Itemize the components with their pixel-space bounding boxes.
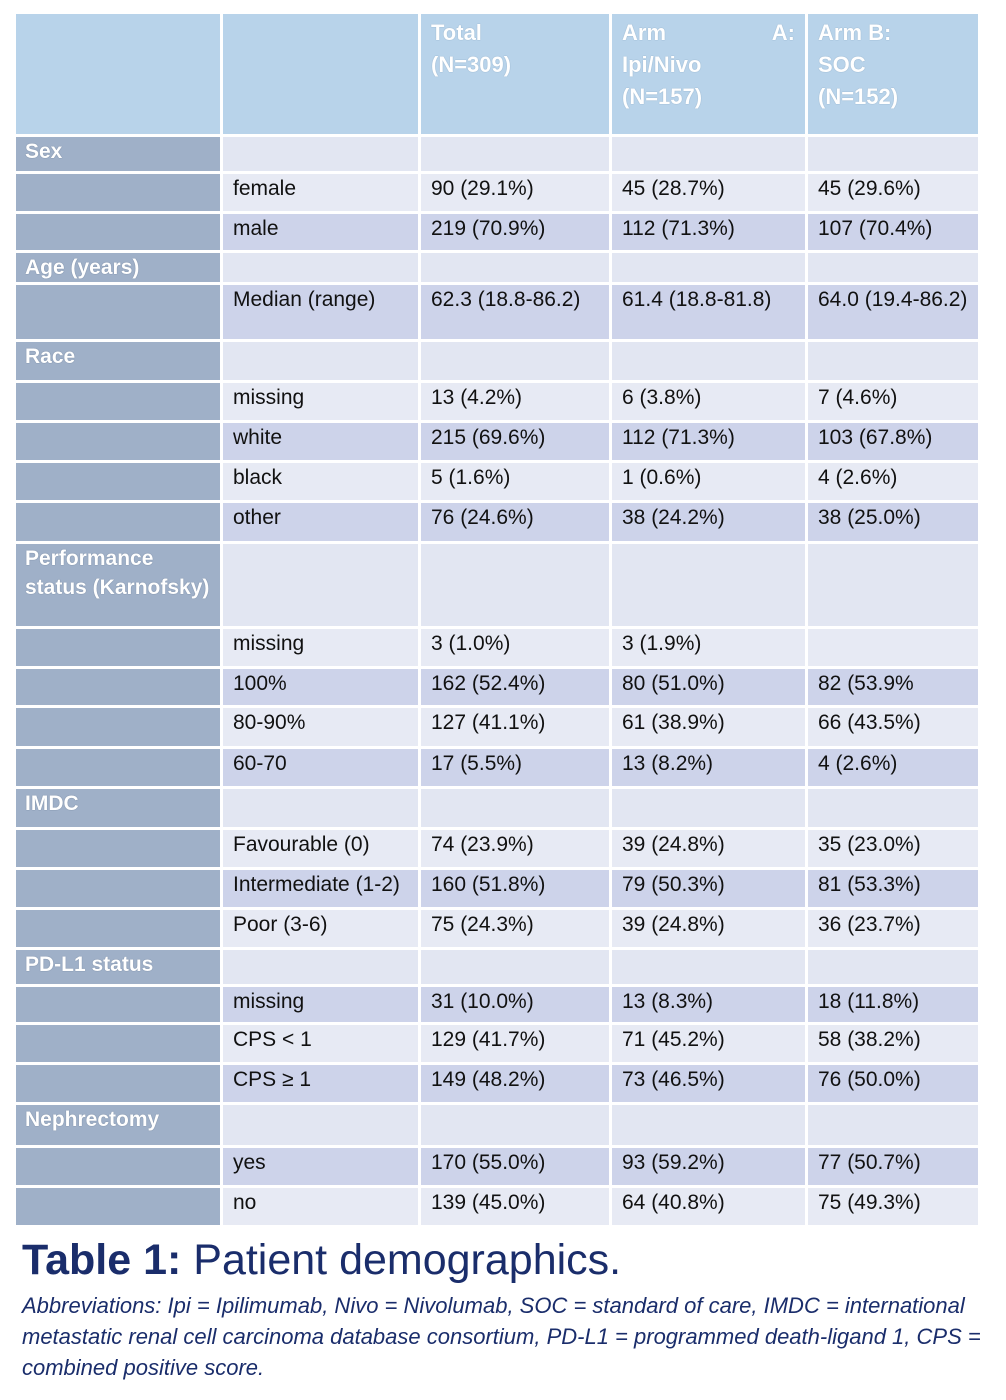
arm-b-cell: 45 (29.6%) bbox=[808, 174, 978, 211]
total-cell: 17 (5.5%) bbox=[421, 749, 609, 786]
row-label: missing bbox=[223, 383, 418, 420]
first-col-cell bbox=[16, 383, 220, 420]
row-label: CPS < 1 bbox=[223, 1025, 418, 1062]
header-arm-a-line3: (N=157) bbox=[622, 84, 703, 109]
category-row bbox=[16, 1105, 978, 1145]
total-cell: 129 (41.7%) bbox=[421, 1025, 609, 1062]
total-cell: 76 (24.6%) bbox=[421, 503, 609, 541]
row-label: Intermediate (1-2) bbox=[223, 870, 418, 907]
total-cell: 31 (10.0%) bbox=[421, 987, 609, 1022]
empty-cell bbox=[808, 1105, 978, 1145]
category-row bbox=[16, 342, 978, 380]
table-row bbox=[16, 423, 978, 460]
arm-a-cell: 112 (71.3%) bbox=[612, 423, 805, 460]
table-row bbox=[16, 285, 978, 339]
empty-cell bbox=[808, 789, 978, 827]
first-col-cell bbox=[16, 1148, 220, 1185]
first-col-cell bbox=[16, 987, 220, 1022]
empty-cell bbox=[612, 544, 805, 626]
table-row bbox=[16, 870, 978, 907]
total-cell: 13 (4.2%) bbox=[421, 383, 609, 420]
arm-b-cell: 75 (49.3%) bbox=[808, 1188, 978, 1225]
empty-cell bbox=[808, 342, 978, 380]
first-col-cell bbox=[16, 423, 220, 460]
empty-cell bbox=[612, 1105, 805, 1145]
table-row bbox=[16, 1065, 978, 1102]
empty-cell bbox=[421, 342, 609, 380]
arm-b-cell: 64.0 (19.4-86.2) bbox=[808, 285, 978, 339]
empty-cell bbox=[223, 950, 418, 984]
demographics-table bbox=[13, 11, 981, 1228]
table-row bbox=[16, 629, 978, 666]
first-col-cell bbox=[16, 503, 220, 541]
category-row bbox=[16, 789, 978, 827]
arm-a-cell: 71 (45.2%) bbox=[612, 1025, 805, 1062]
empty-cell bbox=[808, 137, 978, 171]
empty-cell bbox=[612, 137, 805, 171]
row-label: white bbox=[223, 423, 418, 460]
row-label: missing bbox=[223, 629, 418, 666]
row-label: other bbox=[223, 503, 418, 541]
first-col-cell bbox=[16, 870, 220, 907]
arm-b-cell: 7 (4.6%) bbox=[808, 383, 978, 420]
empty-cell bbox=[612, 342, 805, 380]
total-cell: 160 (51.8%) bbox=[421, 870, 609, 907]
row-label: 100% bbox=[223, 669, 418, 705]
table-body bbox=[16, 137, 978, 1225]
caption-title-rest: Patient demographics. bbox=[181, 1236, 622, 1284]
caption-abbreviations: Abbreviations: Ipi = Ipilimumab, Nivo = Nivolumab, SOC = standard of care, IMDC = international metastatic renal cell carcinoma database consortium, PD-L1 = programmed death-ligand 1, CPS = combined positive score. bbox=[22, 1293, 981, 1380]
category-row bbox=[16, 137, 978, 171]
row-label: female bbox=[223, 174, 418, 211]
total-cell: 5 (1.6%) bbox=[421, 463, 609, 500]
table-row bbox=[16, 503, 978, 541]
total-cell: 149 (48.2%) bbox=[421, 1065, 609, 1102]
row-label: no bbox=[223, 1188, 418, 1225]
table-row bbox=[16, 463, 978, 500]
arm-a-cell: 61.4 (18.8-81.8) bbox=[612, 285, 805, 339]
total-cell: 90 (29.1%) bbox=[421, 174, 609, 211]
header-arm-a-letter: A: bbox=[771, 20, 795, 45]
arm-a-cell: 79 (50.3%) bbox=[612, 870, 805, 907]
table-row bbox=[16, 830, 978, 867]
arm-b-cell: 82 (53.9% bbox=[808, 669, 978, 705]
caption-title-bold: Table 1: bbox=[22, 1236, 182, 1284]
table-row bbox=[16, 749, 978, 786]
arm-a-cell: 80 (51.0%) bbox=[612, 669, 805, 705]
total-cell: 170 (55.0%) bbox=[421, 1148, 609, 1185]
first-col-cell bbox=[16, 629, 220, 666]
header-arm-b bbox=[808, 14, 978, 134]
table-row bbox=[16, 987, 978, 1022]
arm-b-cell: 66 (43.5%) bbox=[808, 708, 978, 746]
header-total bbox=[421, 14, 609, 134]
first-col-cell bbox=[16, 285, 220, 339]
empty-cell bbox=[421, 1105, 609, 1145]
row-label: CPS ≥ 1 bbox=[223, 1065, 418, 1102]
header-arm-a-line2: Ipi/Nivo bbox=[622, 52, 702, 77]
first-col-cell bbox=[16, 708, 220, 746]
empty-cell bbox=[421, 253, 609, 282]
category-row bbox=[16, 253, 978, 282]
header-empty-2 bbox=[223, 14, 418, 134]
header-arm-b-line1: Arm B: bbox=[818, 20, 892, 45]
arm-b-cell: 58 (38.2%) bbox=[808, 1025, 978, 1062]
row-label: missing bbox=[223, 987, 418, 1022]
total-cell: 75 (24.3%) bbox=[421, 910, 609, 947]
caption-title bbox=[22, 1234, 982, 1286]
total-cell: 127 (41.1%) bbox=[421, 708, 609, 746]
arm-b-cell: 107 (70.4%) bbox=[808, 214, 978, 250]
empty-cell bbox=[223, 137, 418, 171]
row-label: yes bbox=[223, 1148, 418, 1185]
empty-cell bbox=[223, 342, 418, 380]
arm-b-cell: 4 (2.6%) bbox=[808, 749, 978, 786]
category-row bbox=[16, 544, 978, 626]
category-label: Nephrectomy bbox=[16, 1105, 220, 1145]
empty-cell bbox=[421, 137, 609, 171]
arm-b-cell: 81 (53.3%) bbox=[808, 870, 978, 907]
arm-b-cell: 18 (11.8%) bbox=[808, 987, 978, 1022]
total-cell: 215 (69.6%) bbox=[421, 423, 609, 460]
demographics-table-container bbox=[16, 14, 966, 1225]
category-label: Performance status (Karnofsky) bbox=[16, 544, 220, 626]
first-col-cell bbox=[16, 830, 220, 867]
row-label: male bbox=[223, 214, 418, 250]
header-total-line1: Total bbox=[431, 20, 482, 45]
header-row bbox=[16, 14, 978, 134]
total-cell: 219 (70.9%) bbox=[421, 214, 609, 250]
first-col-cell bbox=[16, 1025, 220, 1062]
category-label: IMDC bbox=[16, 789, 220, 827]
category-label: PD-L1 status bbox=[16, 950, 220, 984]
arm-a-cell: 3 (1.9%) bbox=[612, 629, 805, 666]
first-col-cell bbox=[16, 1188, 220, 1225]
empty-cell bbox=[223, 1105, 418, 1145]
category-label: Race bbox=[16, 342, 220, 380]
arm-b-cell: 4 (2.6%) bbox=[808, 463, 978, 500]
arm-a-cell: 64 (40.8%) bbox=[612, 1188, 805, 1225]
row-label: 60-70 bbox=[223, 749, 418, 786]
category-label: Age (years) bbox=[16, 253, 220, 282]
arm-a-cell: 61 (38.9%) bbox=[612, 708, 805, 746]
arm-a-cell: 73 (46.5%) bbox=[612, 1065, 805, 1102]
total-cell: 74 (23.9%) bbox=[421, 830, 609, 867]
row-label: Favourable (0) bbox=[223, 830, 418, 867]
table-row bbox=[16, 910, 978, 947]
row-label: Poor (3-6) bbox=[223, 910, 418, 947]
arm-a-cell: 93 (59.2%) bbox=[612, 1148, 805, 1185]
arm-b-cell: 77 (50.7%) bbox=[808, 1148, 978, 1185]
empty-cell bbox=[223, 253, 418, 282]
arm-a-cell: 112 (71.3%) bbox=[612, 214, 805, 250]
table-row bbox=[16, 1025, 978, 1062]
arm-b-cell bbox=[808, 629, 978, 666]
empty-cell bbox=[421, 950, 609, 984]
total-cell: 3 (1.0%) bbox=[421, 629, 609, 666]
header-arm-a-word: Arm bbox=[622, 20, 667, 45]
arm-b-cell: 103 (67.8%) bbox=[808, 423, 978, 460]
first-col-cell bbox=[16, 749, 220, 786]
arm-a-cell: 39 (24.8%) bbox=[612, 830, 805, 867]
table-row bbox=[16, 1188, 978, 1225]
empty-cell bbox=[223, 544, 418, 626]
header-empty-1 bbox=[16, 14, 220, 134]
row-label: black bbox=[223, 463, 418, 500]
arm-a-cell: 1 (0.6%) bbox=[612, 463, 805, 500]
arm-b-cell: 38 (25.0%) bbox=[808, 503, 978, 541]
first-col-cell bbox=[16, 1065, 220, 1102]
arm-b-cell: 36 (23.7%) bbox=[808, 910, 978, 947]
total-cell: 162 (52.4%) bbox=[421, 669, 609, 705]
table-caption bbox=[22, 1234, 982, 1383]
first-col-cell bbox=[16, 463, 220, 500]
empty-cell bbox=[612, 950, 805, 984]
first-col-cell bbox=[16, 214, 220, 250]
table-row bbox=[16, 214, 978, 250]
empty-cell bbox=[421, 544, 609, 626]
row-label: Median (range) bbox=[223, 285, 418, 339]
empty-cell bbox=[808, 950, 978, 984]
total-cell: 139 (45.0%) bbox=[421, 1188, 609, 1225]
arm-a-cell: 38 (24.2%) bbox=[612, 503, 805, 541]
table-row bbox=[16, 669, 978, 705]
total-cell: 62.3 (18.8-86.2) bbox=[421, 285, 609, 339]
header-arm-a bbox=[612, 14, 805, 134]
header-total-line2: (N=309) bbox=[431, 52, 512, 77]
header-arm-b-line2: SOC bbox=[818, 52, 866, 77]
arm-a-cell: 13 (8.3%) bbox=[612, 987, 805, 1022]
arm-a-cell: 39 (24.8%) bbox=[612, 910, 805, 947]
arm-b-cell: 35 (23.0%) bbox=[808, 830, 978, 867]
table-row bbox=[16, 174, 978, 211]
empty-cell bbox=[808, 544, 978, 626]
category-row bbox=[16, 950, 978, 984]
empty-cell bbox=[612, 253, 805, 282]
row-label: 80-90% bbox=[223, 708, 418, 746]
table-row bbox=[16, 1148, 978, 1185]
table-row bbox=[16, 383, 978, 420]
empty-cell bbox=[612, 789, 805, 827]
arm-a-cell: 13 (8.2%) bbox=[612, 749, 805, 786]
first-col-cell bbox=[16, 669, 220, 705]
empty-cell bbox=[421, 789, 609, 827]
table-row bbox=[16, 708, 978, 746]
arm-a-cell: 6 (3.8%) bbox=[612, 383, 805, 420]
arm-a-cell: 45 (28.7%) bbox=[612, 174, 805, 211]
empty-cell bbox=[223, 789, 418, 827]
arm-b-cell: 76 (50.0%) bbox=[808, 1065, 978, 1102]
header-arm-b-line3: (N=152) bbox=[818, 84, 899, 109]
empty-cell bbox=[808, 253, 978, 282]
first-col-cell bbox=[16, 174, 220, 211]
first-col-cell bbox=[16, 910, 220, 947]
category-label: Sex bbox=[16, 137, 220, 171]
